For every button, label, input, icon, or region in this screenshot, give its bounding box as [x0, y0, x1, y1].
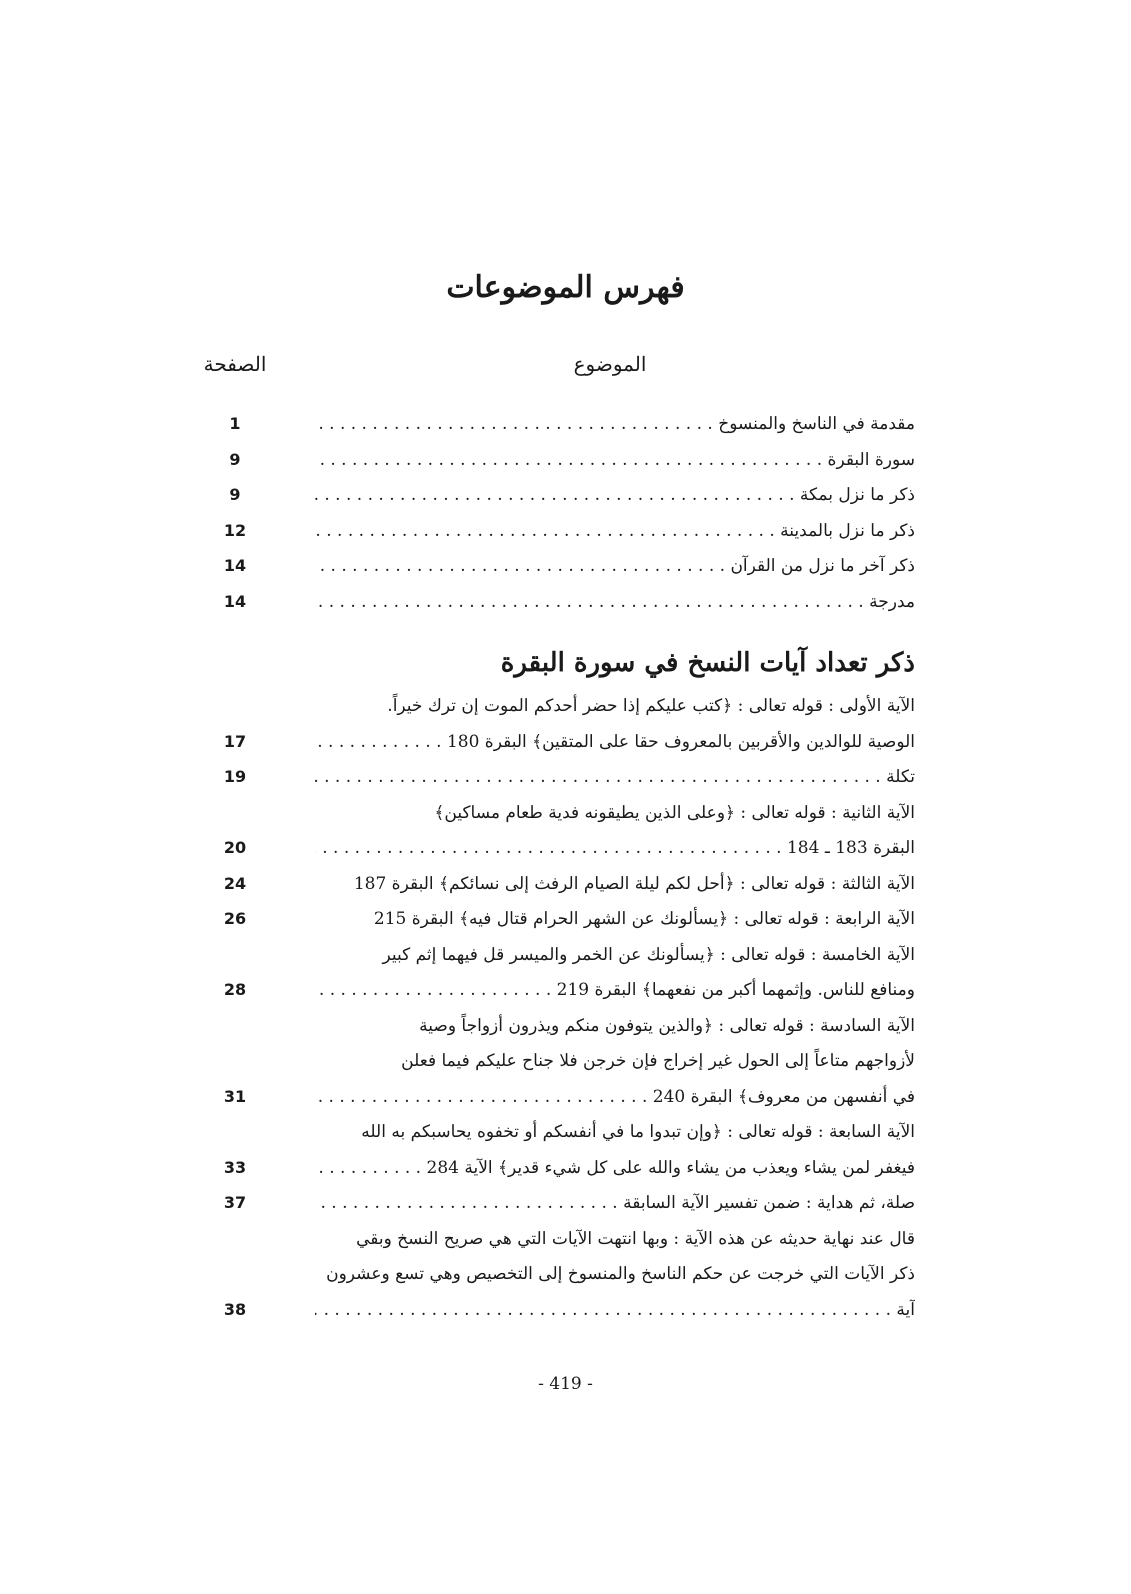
toc-entry-text: مدرجة . . .: [315, 592, 915, 612]
toc-entry-title: [315, 1292, 915, 1328]
toc-entry-text: في أنفسهن من معروف﴾ البقرة 240 . . .: [315, 1087, 915, 1107]
toc-entry-title: [315, 937, 915, 973]
toc-entry-text: ومنافع للناس. وإثمهما أكبر من نفعهما﴾ البقرة 219 . . .: [315, 980, 915, 1000]
toc-entry-page: 1: [229, 414, 241, 433]
toc-entry: [0, 1114, 1131, 1150]
toc-entry-text: سورة البقرة . . .: [315, 450, 915, 470]
toc-entry-title: [315, 477, 915, 513]
toc-entry-title: [315, 1256, 915, 1292]
toc-entry-title: [315, 442, 915, 478]
toc-entry: [0, 1221, 1131, 1257]
page-number: - 419 -: [538, 1374, 593, 1394]
section-title: ذكر تعداد آيات النسخ في سورة البقرة: [500, 648, 915, 678]
toc-entry: [0, 972, 1131, 1008]
toc-entry-title: [315, 901, 915, 937]
toc-entry: [0, 795, 1131, 831]
toc-entry-page: 38: [223, 1299, 247, 1319]
toc-entry-title: [315, 830, 915, 866]
toc-entry-text: قال عند نهاية حديثه عن هذه الآية : وبها انتهت الآيات التي هي صريح النسخ وبقي: [356, 1228, 915, 1249]
toc-entry-page: 14: [223, 591, 247, 611]
toc-entry-text: الآية الخامسة : قوله تعالى : ﴿يسألونك عن الخمر والميسر قل فيهما إثم كبير: [382, 944, 915, 965]
toc-entry: [0, 937, 1131, 973]
toc-entry-title: [315, 1114, 915, 1150]
toc-entry-title: [315, 406, 915, 442]
toc-entry-text: البقرة 183 ـ 184 . . .: [315, 838, 915, 858]
toc-entry-title: [315, 724, 915, 760]
toc-entry-text: الآية الثالثة : قوله تعالى : ﴿أحل لكم ليلة الصيام الرفث إلى نسائكم﴾ البقرة 187: [353, 873, 915, 894]
toc-entry-page: 9: [229, 449, 241, 469]
toc-entry-title: [315, 513, 915, 549]
toc-entry: [0, 1079, 1131, 1115]
toc-entry-title: [315, 866, 915, 902]
toc-entry-title: [315, 972, 915, 1008]
column-header-subject: الموضوع: [573, 352, 647, 376]
toc-entry-text: الآية السادسة : قوله تعالى : ﴿والذين يتوفون منكم ويذرون أزواجاً وصية: [419, 1015, 915, 1036]
toc-entry: [0, 1256, 1131, 1292]
toc-entry-title: [315, 1221, 915, 1257]
toc-entry-text: فيغفر لمن يشاء ويعذب من يشاء والله على كل شيء قدير﴾ الآية 284 . . .: [315, 1158, 915, 1178]
toc-entry-page: 14: [223, 556, 247, 575]
toc-entry-title: [315, 1185, 915, 1221]
toc-entry-page: 19: [223, 767, 247, 786]
toc-entry: [0, 1185, 1131, 1221]
toc-entry: [0, 1150, 1131, 1186]
toc-entry-title: [315, 584, 915, 620]
toc-entry-page: 37: [223, 1193, 247, 1212]
toc-entry-text: صلة، ثم هداية : ضمن تفسير الآية السابقة . . .: [315, 1193, 915, 1213]
toc-entry-title: [315, 1043, 915, 1079]
toc-entry: [0, 477, 1131, 513]
toc-entry: [0, 1008, 1131, 1044]
toc-entry: [0, 830, 1131, 866]
toc-entry: [0, 442, 1131, 478]
toc-entry: [0, 901, 1131, 937]
toc-entry-page: 33: [223, 1157, 247, 1177]
toc-entry: [0, 866, 1131, 902]
toc-entry: [0, 584, 1131, 620]
toc-entry-text: الآية الرابعة : قوله تعالى : ﴿يسألونك عن الشهر الحرام قتال فيه﴾ البقرة 215: [373, 909, 915, 929]
toc-entry-page: 28: [223, 980, 247, 999]
toc-entry-title: [315, 1008, 915, 1044]
toc-entry-page: 12: [223, 520, 247, 540]
toc-entry: [0, 1043, 1131, 1079]
toc-entry: [0, 548, 1131, 584]
toc-entry-text: ذكر الآيات التي خرجت عن حكم الناسخ والمنسوخ إلى التخصيص وهي تسع وعشرون: [326, 1264, 915, 1284]
toc-entry-page: 20: [223, 838, 247, 857]
toc-entry-page: 26: [223, 909, 247, 928]
page-title: فهرس الموضوعات: [446, 270, 685, 305]
toc-entry-page: 17: [223, 731, 247, 751]
toc-entry-text: الوصية للوالدين والأقربين بالمعروف حقا على المتقين﴾ البقرة 180 . . .: [315, 732, 915, 752]
toc-entry: [0, 688, 1131, 724]
toc-entry-text: لأزواجهم متاعاً إلى الحول غير إخراج فإن خرجن فلا جناح عليكم فيما فعلن: [401, 1051, 915, 1071]
toc-entry-text: مقدمة في الناسخ والمنسوخ . . .: [315, 414, 915, 434]
toc-entry-text: ذكر آخر ما نزل من القرآن . . .: [315, 556, 915, 576]
toc-entry-title: [315, 688, 915, 724]
toc-entry-text: آية . . .: [315, 1300, 915, 1320]
toc-entry-text: الآية السابعة : قوله تعالى : ﴿وإن تبدوا ما في أنفسكم أو تخفوه يحاسبكم به الله: [361, 1122, 915, 1142]
toc-entry: [0, 406, 1131, 442]
toc-entry: [0, 759, 1131, 795]
toc-entry-text: ذكر ما نزل بمكة . . .: [315, 485, 915, 505]
toc-entry-page: 24: [223, 873, 247, 893]
toc-entry-title: [315, 548, 915, 584]
toc-entry-text: تكلة . . .: [315, 767, 915, 787]
toc-entry-text: الآية الثانية : قوله تعالى : ﴿وعلى الذين يطيقونه فدية طعام مساكين﴾: [434, 802, 915, 823]
toc-entry-page: 31: [223, 1086, 247, 1106]
toc-entry-text: ذكر ما نزل بالمدينة . . .: [315, 521, 915, 541]
toc-entry-text: الآية الأولى : قوله تعالى : ﴿كتب عليكم إذا حضر أحدكم الموت إن ترك خيراً.: [387, 696, 915, 716]
toc-entry-page: 9: [229, 485, 241, 504]
toc-entry-title: [315, 759, 915, 795]
toc-entry: [0, 1292, 1131, 1328]
toc-entry: [0, 513, 1131, 549]
toc-entry: [0, 724, 1131, 760]
toc-entry-title: [315, 1150, 915, 1186]
toc-entry-title: [315, 795, 915, 831]
column-header-page: الصفحة: [203, 352, 267, 376]
toc-entry-title: [315, 1079, 915, 1115]
